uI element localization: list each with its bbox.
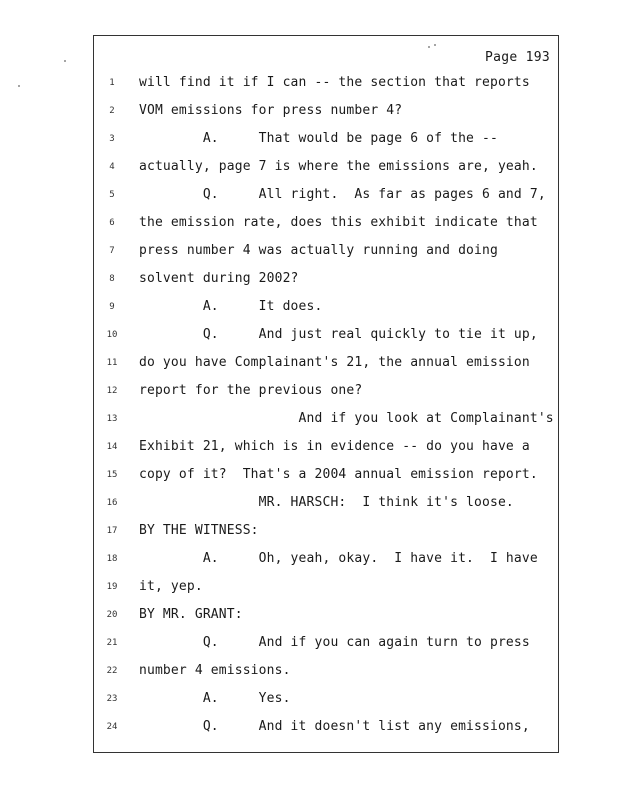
transcript-line <box>94 298 558 318</box>
line-text: will find it if I can -- the section that reports <box>139 75 530 90</box>
line-text: BY MR. GRANT: <box>139 607 243 622</box>
scan-speck <box>64 60 66 62</box>
line-number: 22 <box>106 666 118 676</box>
line-number: 18 <box>106 554 118 564</box>
line-text: A. Yes. <box>139 691 291 706</box>
transcript-line <box>94 186 558 206</box>
line-number: 7 <box>109 246 115 256</box>
transcript-line <box>94 634 558 654</box>
line-number: 20 <box>106 610 118 620</box>
transcript-line <box>94 158 558 178</box>
transcript-line <box>94 74 558 94</box>
transcript-line <box>94 466 558 486</box>
line-text: it, yep. <box>139 579 203 594</box>
line-text: press number 4 was actually running and doing <box>139 243 498 258</box>
scan-speck <box>428 46 430 48</box>
transcript-line <box>94 354 558 374</box>
line-number: 13 <box>106 414 118 424</box>
transcript-line <box>94 242 558 262</box>
line-text: number 4 emissions. <box>139 663 291 678</box>
transcript-line <box>94 438 558 458</box>
scan-speck <box>434 44 436 46</box>
line-number: 2 <box>109 106 115 116</box>
transcript-line <box>94 662 558 682</box>
transcript-line <box>94 326 558 346</box>
line-text: A. That would be page 6 of the -- <box>139 131 498 146</box>
line-text: Q. All right. As far as pages 6 and 7, <box>139 187 546 202</box>
line-text: copy of it? That's a 2004 annual emission report. <box>139 467 538 482</box>
line-text: solvent during 2002? <box>139 271 299 286</box>
line-number: 21 <box>106 638 118 648</box>
line-number: 1 <box>109 78 115 88</box>
line-number: 12 <box>106 386 118 396</box>
scan-speck <box>18 85 20 87</box>
line-text: Q. And just real quickly to tie it up, <box>139 327 538 342</box>
line-number: 24 <box>106 722 118 732</box>
line-number: 17 <box>106 526 118 536</box>
transcript-line <box>94 214 558 234</box>
line-number: 19 <box>106 582 118 592</box>
line-number: 9 <box>109 302 115 312</box>
line-text: actually, page 7 is where the emissions are, yeah. <box>139 159 538 174</box>
line-text: report for the previous one? <box>139 383 363 398</box>
transcript-line <box>94 270 558 290</box>
line-text: And if you look at Complainant's <box>139 411 554 426</box>
line-text: Q. And it doesn't list any emissions, <box>139 719 530 734</box>
line-number: 10 <box>106 330 118 340</box>
line-text: the emission rate, does this exhibit indicate that <box>139 215 538 230</box>
transcript-line <box>94 550 558 570</box>
transcript-line <box>94 494 558 514</box>
transcript-line <box>94 718 558 738</box>
line-number: 15 <box>106 470 118 480</box>
line-text: Exhibit 21, which is in evidence -- do you have a <box>139 439 530 454</box>
line-number: 4 <box>109 162 115 172</box>
line-text: BY THE WITNESS: <box>139 523 259 538</box>
transcript-line <box>94 410 558 430</box>
line-text: A. Oh, yeah, okay. I have it. I have <box>139 551 538 566</box>
transcript-line <box>94 130 558 150</box>
line-text: MR. HARSCH: I think it's loose. <box>139 495 514 510</box>
transcript-line <box>94 382 558 402</box>
transcript-line <box>94 102 558 122</box>
line-number: 23 <box>106 694 118 704</box>
transcript-line <box>94 578 558 598</box>
transcript-line <box>94 522 558 542</box>
line-number: 6 <box>109 218 115 228</box>
line-text: A. It does. <box>139 299 323 314</box>
line-number: 11 <box>106 358 118 368</box>
page-number: Page 193 <box>484 50 550 65</box>
line-number: 5 <box>109 190 115 200</box>
line-text: VOM emissions for press number 4? <box>139 103 403 118</box>
transcript-page <box>93 35 559 753</box>
transcript-line <box>94 690 558 710</box>
line-number: 14 <box>106 442 118 452</box>
line-text: do you have Complainant's 21, the annual emission <box>139 355 530 370</box>
line-number: 16 <box>106 498 118 508</box>
line-number: 8 <box>109 274 115 284</box>
transcript-line <box>94 606 558 626</box>
line-text: Q. And if you can again turn to press <box>139 635 530 650</box>
line-number: 3 <box>109 134 115 144</box>
